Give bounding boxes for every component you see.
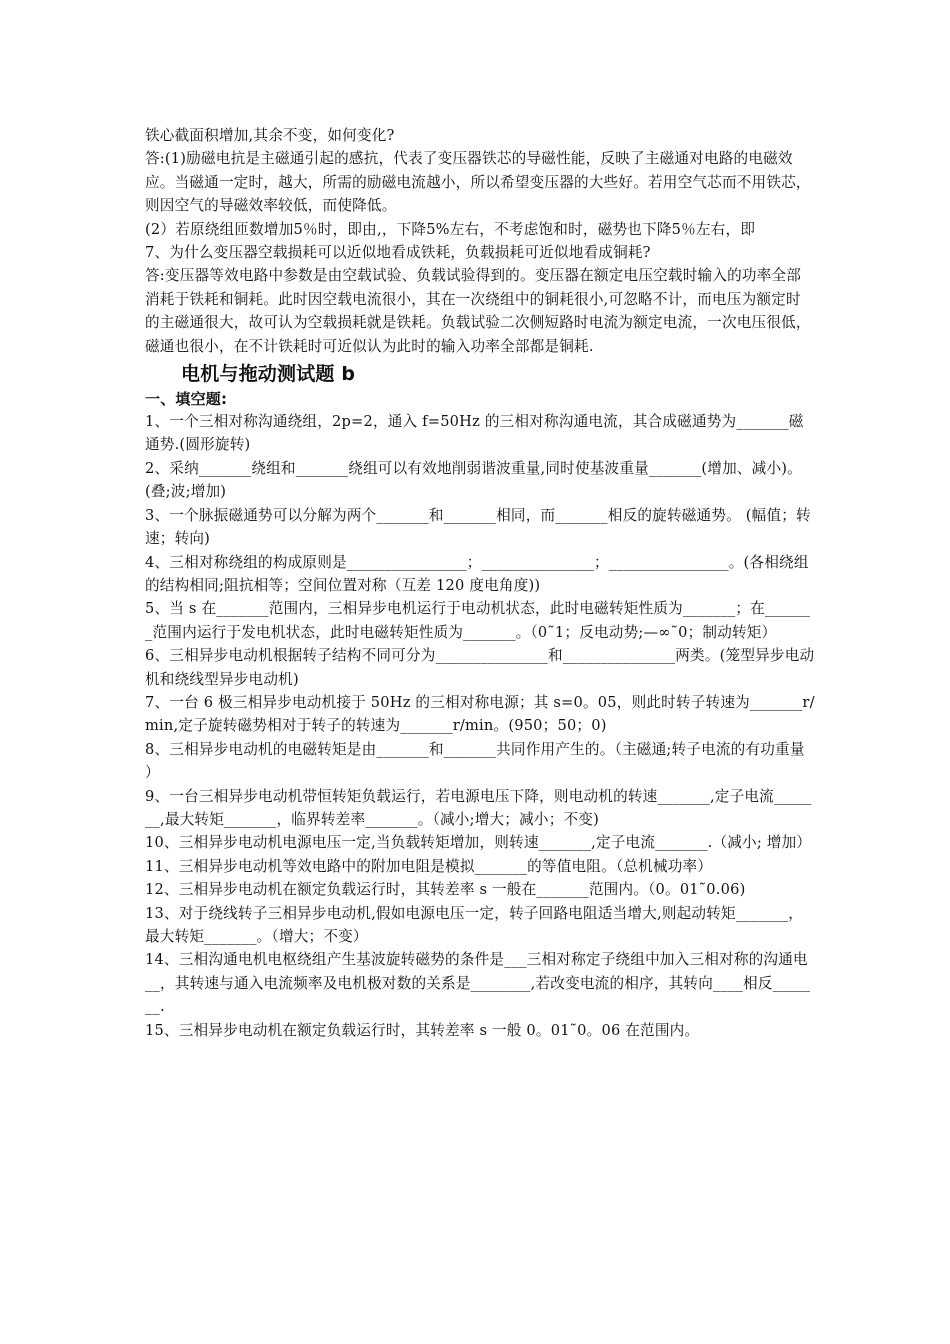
question-item: 9、一台三相异步电动机带恒转矩负载运行，若电源电压下降，则电动机的转速_______,定子电流_______,最大转矩_______，临界转差率_______。（减小;增大；减小；不变)	[145, 787, 812, 828]
question-item: 13、对于绕线转子三相异步电动机,假如电源电压一定，转子回路电阻适当增大,则起动转矩_______，最大转矩_______。（增大；不变）	[145, 904, 804, 945]
text-paragraph: 答:变压器等效电路中参数是由空载试验、负载试验得到的。变压器在额定电压空载时输入的功率全部消耗于铁耗和铜耗。此时因空载电流很小，其在一次绕组中的铜耗很小,可忽略不计，而电压为额定时的主磁通很大，故可认为空载损耗就是铁耗。负载试验二次侧短路时电流为额定电流，一次电压很低，磁通也很小，在不计铁耗时可近似认为此时的输入功率全部都是铜耗.	[145, 267, 811, 355]
question-item: 5、当 s 在_______范围内，三相异步电机运行于电动机状态，此时电磁转矩性质为_______；在_______范围内运行于发电机状态，此时电磁转矩性质为_______。（0˜1；反电动势;—∞˜0；制动转矩）	[145, 600, 810, 641]
question-item: 1、一个三相对称沟通绕组，2p=2，通入 f=50Hz 的三相对称沟通电流，其合成磁通势为_______磁通势.(圆形旋转)	[145, 413, 804, 454]
text-paragraph: 答:(1)励磁电抗是主磁通引起的感抗，代表了变压器铁芯的导磁性能，反映了主磁通对电路的电磁效应。当磁通一定时，越大，所需的励磁电流越小，所以希望变压器的大些好。若用空气芯而不用铁芯，则因空气的导磁效率较低，而使降低。	[145, 150, 811, 215]
question-item: 12、三相异步电动机在额定负载运行时，其转差率 s 一般在_______范围内。（0。01˜0.06)	[145, 881, 746, 899]
question-item: 11、三相异步电动机等效电路中的附加电阻是模拟_______的等值电阻。（总机械功率）	[145, 857, 713, 875]
question-item: 4、三相对称绕组的构成原则是________________；_______________；________________。(各相绕组的结构相同;阻抗相等；空间位置对称（互差 120 度电角度))	[145, 553, 809, 594]
text-paragraph: (2）若原绕组匝数增加5％时，即由,，下降5%左右，不考虑饱和时，磁势也下降5％左右，即	[145, 220, 756, 238]
question-item: 6、三相异步电动机根据转子结构不同可分为_______________和_______________两类。(笼型异步电动机和绕线型异步电动机)	[145, 647, 815, 688]
question-item: 10、三相异步电动机电源电压一定,当负载转矩增加，则转速_______,定子电流_______.（减小; 增加）	[145, 834, 812, 852]
question-item: 8、三相异步电动机的电磁转矩是由_______和_______共同作用产生的。（主磁通;转子电流的有功重量 ）	[145, 740, 810, 782]
document-page	[145, 124, 815, 1042]
question-item: 14、三相沟通电机电枢绕组产生基波旋转磁势的条件是___三相对称定子绕组中加入三相对称的沟通电__，其转速与通入电流频率及电机极对数的关系是________,若改变电流的相序，其转向____相反_______.	[145, 951, 811, 1016]
test-title: 电机与拖动测试题 b	[181, 363, 356, 386]
question-item: 2、采纳_______绕组和_______绕组可以有效地削弱谐波重量,同时使基波重量_______(增加、减小)。 (叠;波;增加)	[145, 459, 807, 501]
question-item: 3、一个脉振磁通势可以分解为两个_______和_______相同，而_______相反的旋转磁通势。 (幅值；转速；转向)	[145, 506, 811, 548]
section-heading: 一、填空题:	[145, 390, 228, 409]
text-paragraph: 铁心截面积增加,其余不变，如何变化?	[145, 127, 395, 144]
text-paragraph: 7、为什么变压器空载损耗可以近似地看成铁耗，负载损耗可近似地看成铜耗?	[145, 244, 651, 262]
question-item: 7、一台 6 极三相异步电动机接于 50Hz 的三相对称电源；其 s=0。05，则此时转子转速为_______r/min,定子旋转磁势相对于转子的转速为_______r/min。(950；50；0)	[145, 693, 815, 735]
question-item: 15、三相异步电动机在额定负载运行时，其转差率 s 一般 0。01˜0。06 在范围内。	[145, 1021, 700, 1039]
